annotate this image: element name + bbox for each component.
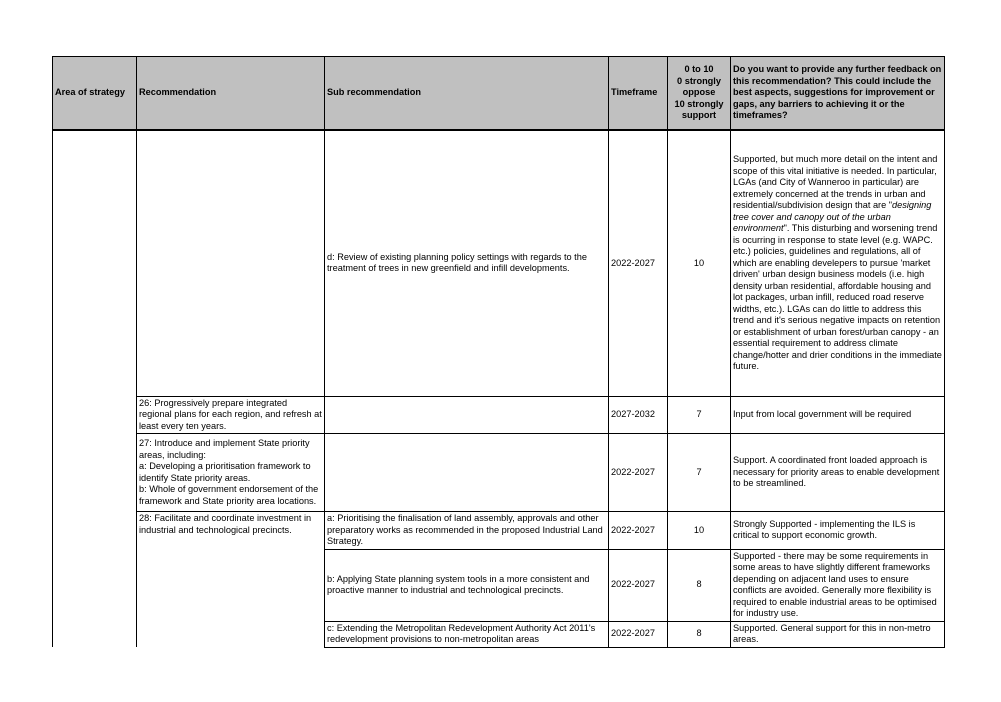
sub-recommendation-cell: d: Review of existing planning policy settings with regards to the treatment of trees in new greenfield and infill developments. bbox=[325, 130, 609, 396]
recommendation-cell: 28: Facilitate and coordinate investment in industrial and technological precincts. bbox=[137, 512, 325, 648]
feedback-text: Supported, but much more detail on the intent and scope of this vital initiative is needed. In particular, LGAs (and City of Wanneroo in particular) are extremely concerned at the trends in urban and residential/subdivision design that are " bbox=[733, 154, 938, 210]
table-row bbox=[53, 512, 945, 550]
sub-recommendation-cell bbox=[325, 434, 609, 512]
recommendation-cell bbox=[137, 434, 325, 512]
table-row bbox=[53, 434, 945, 512]
header-sub-recommendation: Sub recommendation bbox=[325, 57, 609, 131]
header-area: Area of strategy bbox=[53, 57, 137, 131]
feedback-cell: Support. A coordinated front loaded approach is necessary for priority areas to enable development to be streamlined. bbox=[731, 434, 945, 512]
timeframe-cell: 2022-2027 bbox=[609, 549, 668, 621]
feedback-cell bbox=[731, 130, 945, 396]
sub-recommendation-cell: b: Applying State planning system tools in a more consistent and proactive manner to industrial and technological precincts. bbox=[325, 549, 609, 621]
timeframe-cell: 2027-2032 bbox=[609, 396, 668, 434]
header-score-line: 10 strongly bbox=[674, 98, 724, 109]
feedback-cell: Supported. General support for this in non-metro areas. bbox=[731, 621, 945, 647]
recommendation-cell bbox=[137, 130, 325, 396]
recommendation-line: a: Developing a prioritisation framework to identify State priority areas. bbox=[139, 461, 311, 483]
area-of-strategy-cell bbox=[53, 130, 137, 647]
feedback-cell: Strongly Supported - implementing the ILS is critical to support economic growth. bbox=[731, 512, 945, 550]
table-row bbox=[53, 396, 945, 434]
score-cell: 8 bbox=[668, 621, 731, 647]
header-row bbox=[53, 57, 945, 131]
recommendation-line: b: Whole of government endorsement of the framework and State priority area locations. bbox=[139, 484, 319, 506]
recommendation-cell: 26: Progressively prepare integrated regional plans for each region, and refresh at least every ten years. bbox=[137, 396, 325, 434]
feedback-cell: Supported - there may be some requirements in some areas to have slightly different frameworks depending on adjacent land uses to ensure conflicts are avoided. Generally more flexibility is required to enable industrial areas to be optimised for industry use. bbox=[731, 549, 945, 621]
feedback-text: ". This disturbing and worsening trend is ocurring in response to state level (e.g. WAPC. etc.) policies, guidelines and regulations, all of which are enabling develepers to pursue 'market driven' urban design business models (i.e. high density urban residential, affordable housing and lot packages, urban infill, reduced road reserve widths, etc.). LGAs can do little to address this trend and it's serious negative impacts on retention or establishment of urban forest/urban canopy - an essential requirement to address climate change/hotter and drier conditions in the immediate future. bbox=[733, 223, 942, 371]
timeframe-cell: 2022-2027 bbox=[609, 130, 668, 396]
sub-recommendation-cell: c: Extending the Metropolitan Redevelopment Authority Act 2011's redevelopment provisions to non-metropolitan areas bbox=[325, 621, 609, 647]
header-timeframe: Timeframe bbox=[609, 57, 668, 131]
score-cell: 7 bbox=[668, 396, 731, 434]
header-score-line: support bbox=[681, 110, 717, 121]
header-score bbox=[668, 57, 731, 131]
feedback-cell: Input from local government will be required bbox=[731, 396, 945, 434]
timeframe-cell: 2022-2027 bbox=[609, 512, 668, 550]
header-feedback: Do you want to provide any further feedback on this recommendation? This could include the best aspects, suggestions for improvement or gaps, any barriers to achieving it or the timeframes? bbox=[731, 57, 945, 131]
sub-recommendation-cell bbox=[325, 396, 609, 434]
strategy-feedback-table bbox=[52, 56, 945, 648]
table-row bbox=[53, 130, 945, 396]
sub-recommendation-cell: a: Prioritising the finalisation of land assembly, approvals and other preparatory works as recommended in the proposed Industrial Land Strategy. bbox=[325, 512, 609, 550]
score-cell: 7 bbox=[668, 434, 731, 512]
score-cell: 10 bbox=[668, 130, 731, 396]
timeframe-cell: 2022-2027 bbox=[609, 621, 668, 647]
header-score-line: 0 strongly bbox=[677, 75, 721, 86]
header-score-line: 0 to 10 bbox=[684, 64, 714, 75]
recommendation-line: 27: Introduce and implement State priority areas, including: bbox=[139, 438, 310, 460]
feedback-emphasis: designing tree cover and canopy out of the urban environment bbox=[733, 200, 932, 233]
timeframe-cell: 2022-2027 bbox=[609, 434, 668, 512]
header-score-line: oppose bbox=[682, 87, 716, 98]
score-cell: 10 bbox=[668, 512, 731, 550]
score-cell: 8 bbox=[668, 549, 731, 621]
header-recommendation: Recommendation bbox=[137, 57, 325, 131]
